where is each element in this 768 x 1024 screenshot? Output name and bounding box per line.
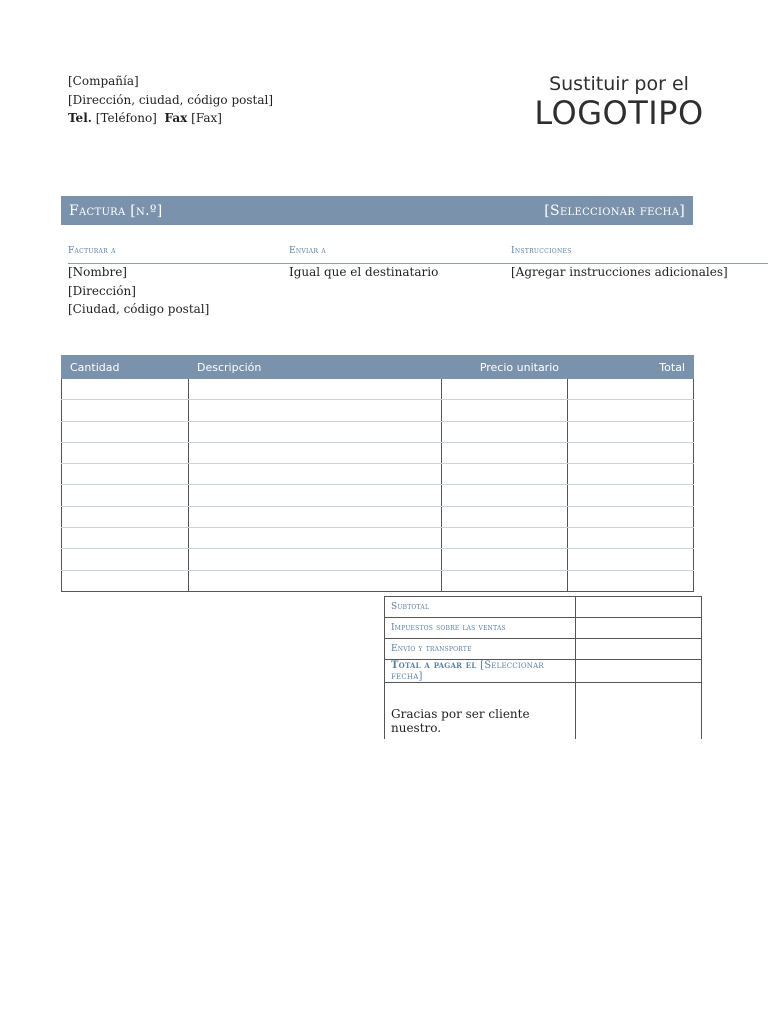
logo-line-2: LOGOTIPO (534, 94, 704, 132)
table-cell[interactable] (189, 549, 442, 570)
table-cell[interactable] (568, 464, 694, 485)
invoice-banner (61, 196, 693, 225)
table-cell[interactable] (442, 528, 568, 549)
table-cell[interactable] (189, 485, 442, 506)
subtotal-row (385, 597, 702, 618)
bill-to-label: Facturar a (68, 246, 116, 256)
items-body (62, 379, 694, 592)
total-due-row (385, 660, 702, 683)
table-cell[interactable] (189, 421, 442, 442)
table-row (62, 442, 694, 463)
table-cell[interactable] (442, 421, 568, 442)
ship-to-value: Igual que el destinatario (289, 265, 439, 279)
subtotal-label: Subtotal (385, 597, 576, 618)
table-cell[interactable] (62, 464, 189, 485)
tel-value: [Teléfono] (95, 111, 157, 125)
company-info (68, 72, 273, 128)
table-cell[interactable] (442, 570, 568, 591)
table-cell[interactable] (189, 464, 442, 485)
table-cell[interactable] (442, 400, 568, 421)
table-cell[interactable] (442, 442, 568, 463)
table-cell[interactable] (62, 421, 189, 442)
table-row (62, 464, 694, 485)
company-address: [Dirección, ciudad, código postal] (68, 92, 274, 107)
total-due-date: [Seleccionar fecha] (391, 660, 544, 682)
col-description: Descripción (189, 356, 442, 379)
ship-to-block (289, 263, 438, 282)
shipping-value[interactable] (576, 639, 702, 660)
table-row (62, 400, 694, 421)
table-row (62, 549, 694, 570)
table-cell[interactable] (189, 400, 442, 421)
invoice-title: Factura [n.º] (69, 202, 163, 219)
table-cell[interactable] (62, 528, 189, 549)
table-cell[interactable] (568, 442, 694, 463)
address-labels (68, 246, 768, 264)
totals-table (384, 596, 702, 739)
table-cell[interactable] (62, 442, 189, 463)
table-cell[interactable] (62, 506, 189, 527)
table-cell[interactable] (62, 570, 189, 591)
tax-label: Impuestos sobre las ventas (385, 618, 576, 639)
col-total: Total (568, 356, 694, 379)
logo-placeholder (524, 72, 714, 130)
table-cell[interactable] (568, 421, 694, 442)
items-header-row (62, 356, 694, 379)
table-cell[interactable] (442, 485, 568, 506)
items-table (61, 355, 694, 592)
ship-to-label: Enviar a (289, 246, 326, 256)
table-cell[interactable] (189, 528, 442, 549)
fax-value: [Fax] (191, 111, 222, 125)
table-cell[interactable] (189, 442, 442, 463)
bill-to-address: [Dirección] (68, 283, 136, 298)
instructions-label: Instrucciones (511, 246, 572, 256)
bill-to-city: [Ciudad, código postal] (68, 302, 210, 316)
thanks-row (385, 683, 702, 740)
invoice-date: [Seleccionar fecha] (544, 202, 685, 219)
table-cell[interactable] (568, 570, 694, 591)
total-due-value[interactable] (576, 660, 702, 683)
tel-label: Tel. (68, 111, 92, 125)
table-cell[interactable] (568, 528, 694, 549)
company-name: [Compañía] (68, 74, 139, 88)
table-cell[interactable] (442, 379, 568, 400)
table-cell[interactable] (189, 570, 442, 591)
table-cell[interactable] (568, 379, 694, 400)
table-row (62, 570, 694, 591)
table-cell[interactable] (442, 506, 568, 527)
instructions-value: [Agregar instrucciones adicionales] (511, 265, 728, 279)
subtotal-value[interactable] (576, 597, 702, 618)
tax-row (385, 618, 702, 639)
col-unit-price: Precio unitario (442, 356, 568, 379)
total-due-label (385, 660, 576, 683)
fax-label: Fax (164, 111, 188, 125)
col-quantity: Cantidad (62, 356, 189, 379)
table-cell[interactable] (568, 506, 694, 527)
company-contact (68, 109, 273, 128)
tax-value[interactable] (576, 618, 702, 639)
instructions-block (511, 263, 728, 282)
shipping-label: Envío y transporte (385, 639, 576, 660)
table-row (62, 528, 694, 549)
total-due-text: Total a pagar el (391, 660, 477, 671)
thanks-spacer (576, 683, 702, 740)
table-row (62, 421, 694, 442)
bill-to-name: [Nombre] (68, 265, 127, 279)
table-cell[interactable] (62, 485, 189, 506)
table-row (62, 506, 694, 527)
shipping-row (385, 639, 702, 660)
thanks-message: Gracias por ser cliente nuestro. (385, 683, 576, 740)
table-cell[interactable] (62, 379, 189, 400)
table-cell[interactable] (568, 485, 694, 506)
table-row (62, 485, 694, 506)
table-cell[interactable] (189, 506, 442, 527)
table-row (62, 379, 694, 400)
table-cell[interactable] (62, 400, 189, 421)
table-cell[interactable] (189, 379, 442, 400)
logo-line-1: Sustituir por el (549, 73, 689, 95)
table-cell[interactable] (62, 549, 189, 570)
table-cell[interactable] (442, 549, 568, 570)
table-cell[interactable] (568, 549, 694, 570)
table-cell[interactable] (568, 400, 694, 421)
table-cell[interactable] (442, 464, 568, 485)
bill-to-block (68, 263, 209, 319)
